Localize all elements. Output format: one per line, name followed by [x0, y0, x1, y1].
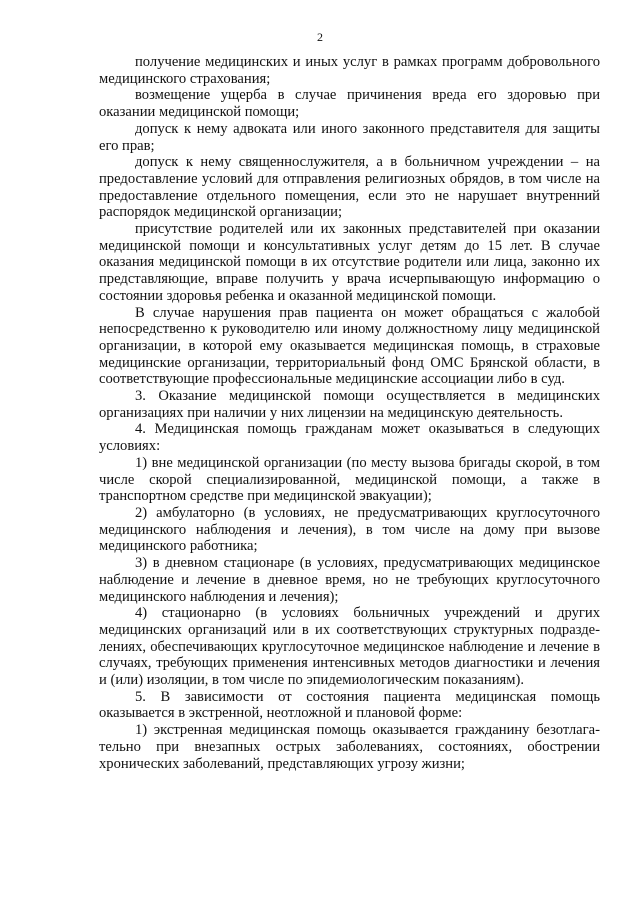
paragraph-emergency-care: 1) экстренная медицинская помощь оказывается гражданину безотлагательно при внезапных острых заболеваниях, состояниях, обострении хронических заболеваний, представляющих угрозу жизни; [99, 722, 600, 772]
paragraph-item-5-forms: 5. В зависимости от состояния пациента медицинская помощь оказывается в экстренной, неотложной и плановой форме: [99, 688, 600, 722]
paragraph-condition-inpatient: 4) стационарно (в условиях больничных учреждений и других медицинских организаций или в их соответствующих структурных подразделениях, обеспечивающих круглосуточное медицинское наблюдение и лечение в случаях, требующих применения интенсивных методов диагностики и лечения и (или) изоляции, в том числе по эпидемиологическим показаниям). [99, 605, 600, 689]
paragraph-item-3-license: 3. Оказание медицинской помощи осуществляется в медицинских организациях при наличии у них лицензии на медицинскую деятельность. [99, 388, 600, 421]
paragraph-complaints: В случае нарушения прав пациента он может обращаться с жалобой непосредственно к руководителю или иному должностному лицу медицинской организации, в которой ему оказывается медицинская помощь, в страховые медицинские организации, территориальный фонд ОМС Брянской области, в соответствующие профессиональные медицинские ассоциации либо в суд. [99, 304, 600, 388]
document-body [99, 54, 600, 772]
paragraph-damage-compensation: возмещение ущерба в случае причинения вреда его здоровью при оказании медицинской помощи; [99, 87, 600, 121]
paragraph-lawyer-access: допуск к нему адвоката или иного законного представителя для защиты его прав; [99, 120, 600, 154]
page-number: 2 [317, 30, 323, 44]
paragraph-condition-outside: 1) вне медицинской организации (по месту вызова бригады скорой, в том числе скорой специализированной, медицинской помощи, а также в транспортном средстве при медицинской эвакуации); [99, 454, 600, 505]
paragraph-parents-presence: присутствие родителей или их законных представителей при оказании медицинской помощи и консультативных услуг детям до 15 лет. В случае оказания медицинской помощи в их отсутствие родители или лица, законно их представляющие, вправе получить у врача исчерпывающую информацию о состоянии здоровья ребенка и оказанной медицинской помощи. [99, 221, 600, 304]
paragraph-condition-outpatient: 2) амбулаторно (в условиях, не предусматривающих круглосуточного медицинского наблюдения и лечения), в том числе на дому при вызове медицинского работника; [99, 504, 600, 555]
paragraph-clergy-access: допуск к нему священнослужителя, а в больничном учреждении – на предоставление условий для отправления религиозных обрядов, в том числе на предоставление отдельного помещения, если это не нарушает внутренний распорядок медицинской организации; [99, 154, 600, 221]
paragraph-condition-day-hospital: 3) в дневном стационаре (в условиях, предусматривающих медицинское наблюдение и лечение в дневное время, но не требующих круглосуточного медицинского наблюдения и лечения); [99, 555, 600, 605]
paragraph-item-4-conditions: 4. Медицинская помощь гражданам может оказываться в следующих условиях: [99, 421, 600, 455]
paragraph-voluntary-insurance: получение медицинских и иных услуг в рамках программ добровольного медицинского страхования; [99, 54, 600, 87]
